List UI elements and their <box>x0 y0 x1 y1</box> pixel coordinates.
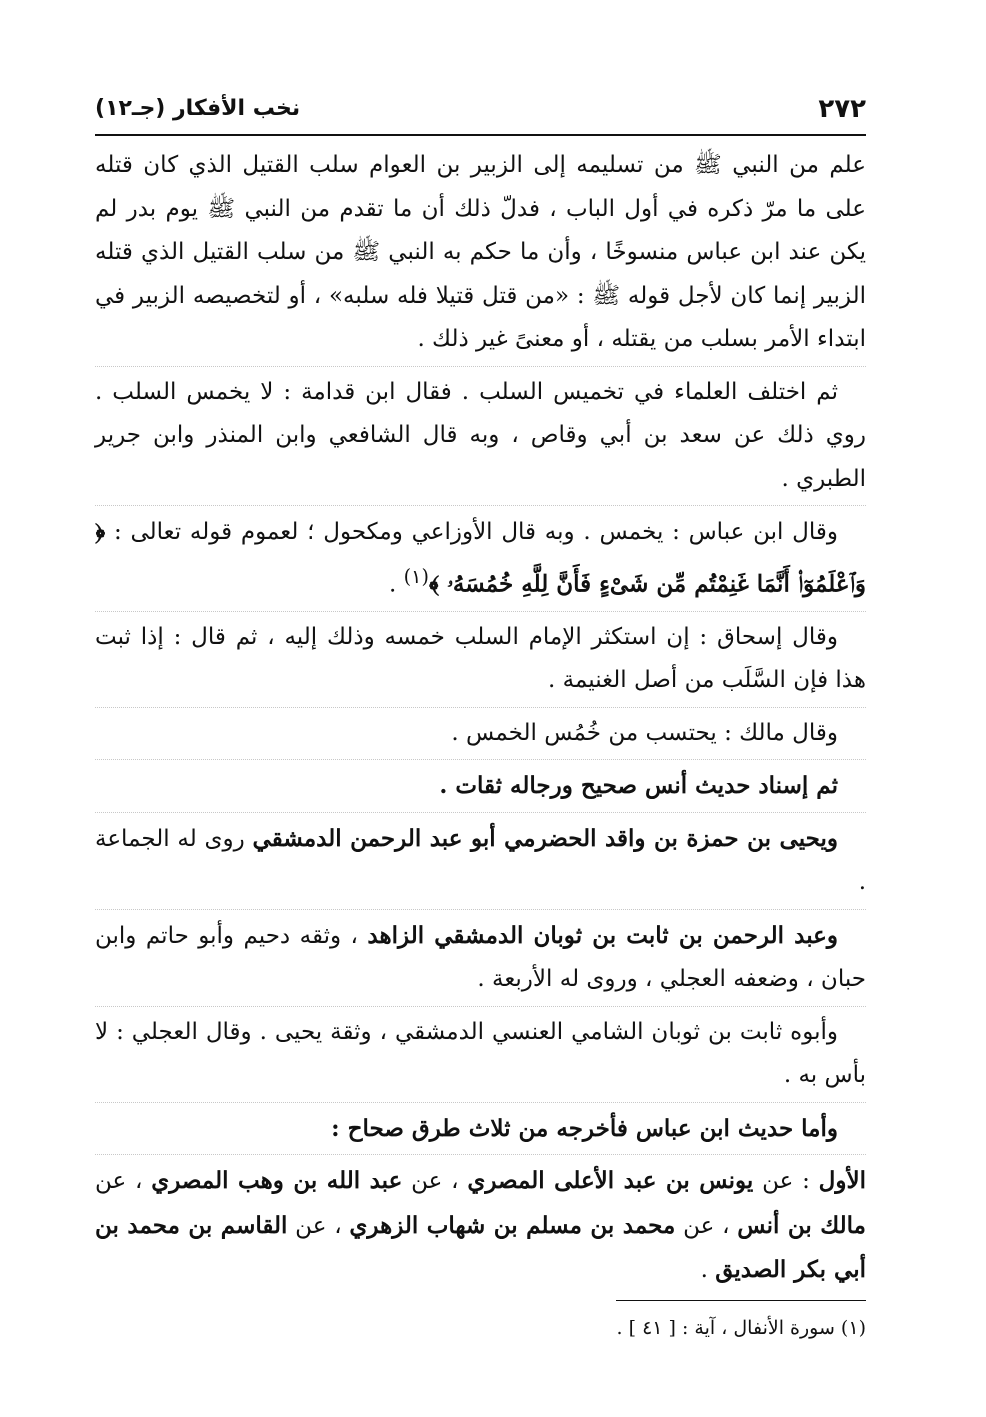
paragraph-8 <box>95 909 866 1002</box>
paragraph-1: علم من النبي ﷺ من تسليمه إلى الزبير بن العوام سلب القتيل الذي كان قتله على ما مرّ ذكره في أول الباب ، فدلّ ذلك أن ما تقدم من النبي ﷺ يوم بدر لم يكن عند ابن عباس منسوخًا ، وأن ما حكم به النبي ﷺ من سلب القتيل الذي قتله الزبير إنما كان لأجل قوله ﷺ : «من قتل قتيلا فله سلبه» ، أو لتخصيصه الزبير في ابتداء الأمر بسلب من يقتله ، أو معنىً غير ذلك . <box>95 152 866 352</box>
quran-verse: ﴿ وَٱعْلَمُوٓا۟ أَنَّمَا غَنِمْتُم مِّن شَىْءٍ فَأَنَّ لِلَّهِ خُمُسَهُۥ ﴾ <box>95 518 866 598</box>
chain-label: الأول <box>818 1167 866 1195</box>
narrator-note: روى له الجماعة . <box>95 825 866 896</box>
footnote: (١) سورة الأنفال ، آية : [ ٤١ ] . <box>616 1317 866 1339</box>
paragraph-2: ثم اختلف العلماء في تخميس السلب . فقال ابن قدامة : لا يخمس السلب . روي ذلك عن سعد بن أبي وقاص ، وبه قال الشافعي وابن المنذر وابن جرير الطبري . <box>95 366 866 502</box>
paragraph-6: ثم إسناد حديث أنس صحيح ورجاله ثقات . <box>95 759 866 808</box>
footnote-ref: (١) <box>403 564 429 588</box>
narrator-note: ، وثقه دحيم وأبو حاتم وابن حبان ، وضعفه العجلي ، وروى له الأربعة . <box>95 922 866 993</box>
connector: ، عن <box>95 1168 152 1195</box>
narrator-name: وعبد الرحمن بن ثابت بن ثوبان الدمشقي الزاهد <box>367 921 838 949</box>
narrator-name: عبد الله بن وهب المصري <box>151 1167 403 1195</box>
page-header <box>95 90 866 136</box>
connector: ، عن <box>287 1212 350 1239</box>
paragraph-3 <box>95 505 866 607</box>
page-number: ٢٧٢ <box>818 94 866 124</box>
body-text <box>95 144 866 1293</box>
connector: ، عن <box>675 1212 738 1239</box>
paragraph-7 <box>95 812 866 905</box>
paragraph-3-text: وقال ابن عباس : يخمس . وبه قال الأوزاعي ومكحول ؛ لعموم قوله تعالى : <box>113 519 838 545</box>
paragraph-3-end: . <box>389 571 404 598</box>
connector: ، عن <box>402 1168 468 1195</box>
paragraph-9: وأبوه ثابت بن ثوبان الشامي العنسي الدمشقي ، وثقة يحيى . وقال العجلي : لا بأس به . <box>95 1006 866 1098</box>
paragraph-4: وقال إسحاق : إن استكثر الإمام السلب خمسه وذلك إليه ، ثم قال : إذا ثبت هذا فإن السَّلَب من أصل الغنيمة . <box>95 611 866 703</box>
narrator-name: القاسم بن محمد بن أبي بكر الصديق <box>95 1211 866 1284</box>
narrator-name: يونس بن عبد الأعلى المصري <box>467 1167 754 1195</box>
book-title: نخب الأفكار (جـ١٢) <box>95 96 301 121</box>
paragraph-11 <box>95 1154 866 1293</box>
page <box>95 90 866 1377</box>
footnote-divider <box>616 1300 866 1301</box>
connector: . <box>700 1257 716 1284</box>
paragraph-10: وأما حديث ابن عباس فأخرجه من ثلاث طرق صحاح : <box>95 1102 866 1151</box>
connector: : عن <box>753 1168 819 1195</box>
paragraph-5: وقال مالك : يحتسب من خُمُس الخمس . <box>95 707 866 756</box>
narrator-name: مالك بن أنس <box>737 1211 866 1239</box>
narrator-name: ويحيى بن حمزة بن واقد الحضرمي أبو عبد الرحمن الدمشقي <box>252 824 838 852</box>
narrator-name: محمد بن مسلم بن شهاب الزهري <box>349 1211 676 1239</box>
